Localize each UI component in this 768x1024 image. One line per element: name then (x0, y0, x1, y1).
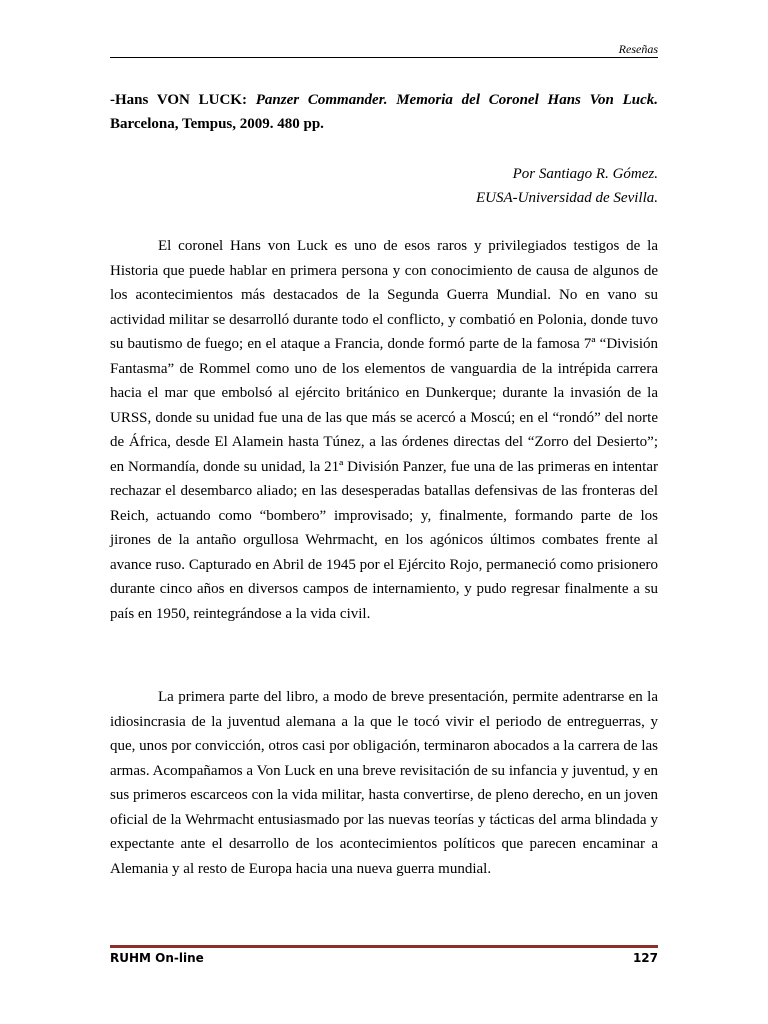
reviewer-name: Por Santiago R. Gómez. (512, 166, 658, 182)
citation-author: -Hans VON LUCK: (110, 92, 256, 108)
body-paragraph: La primera parte del libro, a modo de breve presentación, permite adentrarse en la idiosincrasia de la juventud alemana a la que le tocó vivir el periodo de entreguerras, y que, unos por convicción, otros casi por obligación, terminaron abocados a la carrera de las armas. Acompañamos a Von Luck en una breve revisitación de su infancia y juventud, y en sus primeros escarceos con la vida militar, hasta convertirse, de pleno derecho, en un joven oficial de la Wehrmacht entusiasmado por las nuevas teorías y tácticas del arma blindada y expectante ante el desarrollo de los acontecimientos políticos que parecen encaminar a Alemania y al resto de Europa hacia una nueva guerra mundial. (110, 689, 658, 877)
body-paragraph: El coronel Hans von Luck es uno de esos raros y privilegiados testigos de la Historia que puede hablar en primera persona y con conocimiento de causa de algunos de los acontecimientos más destacados de la Segunda Guerra Mundial. No en vano su actividad militar se desarrolló durante todo el conflicto, y combatió en Polonia, donde tuvo su bautismo de fuego; en el ataque a Francia, donde formó parte de la famosa 7ª “División Fantasma” de Rommel como uno de los elementos de vanguardia de la intrépida carrera hacia el mar que embolsó al ejército británico en Dunkerque; durante la invasión de la URSS, donde su unidad fue una de las que más se acercó a Moscú; en el “rondó” del norte de África, desde El Alamein hasta Túnez, a las órdenes directas del “Zorro del Desierto”; en Normandía, donde su unidad, la 21ª División Panzer, fue una de las primeras en intentar rechazar el desembarco aliado; en las desesperadas batallas defensivas de las fronteras del Reich, actuando como “bombero” improvisado; y, finalmente, formando parte de los jirones de la antaño orgullosa Wehrmacht, en los agónicos últimos combates frente al avance ruso. Capturado en Abril de 1945 por el Ejército Rojo, permaneció como prisionero durante cinco años en diversos campos de internamiento, y pudo regresar finalmente a su país en 1950, reintegrándose a la vida civil. (110, 238, 658, 622)
reviewer-affiliation: EUSA-Universidad de Sevilla. (475, 190, 658, 206)
footer-journal: RUHM On-line (110, 951, 204, 965)
footer-rule (110, 945, 658, 948)
byline (110, 162, 658, 210)
page-number: 127 (632, 951, 658, 965)
book-citation (110, 88, 658, 136)
running-header: Reseñas (618, 42, 658, 56)
header-rule (110, 57, 658, 58)
citation-title: Panzer Commander. Memoria del Coronel Hans Von Luck. (255, 92, 659, 108)
citation-publication: Barcelona, Tempus, 2009. 480 pp. (110, 116, 324, 132)
